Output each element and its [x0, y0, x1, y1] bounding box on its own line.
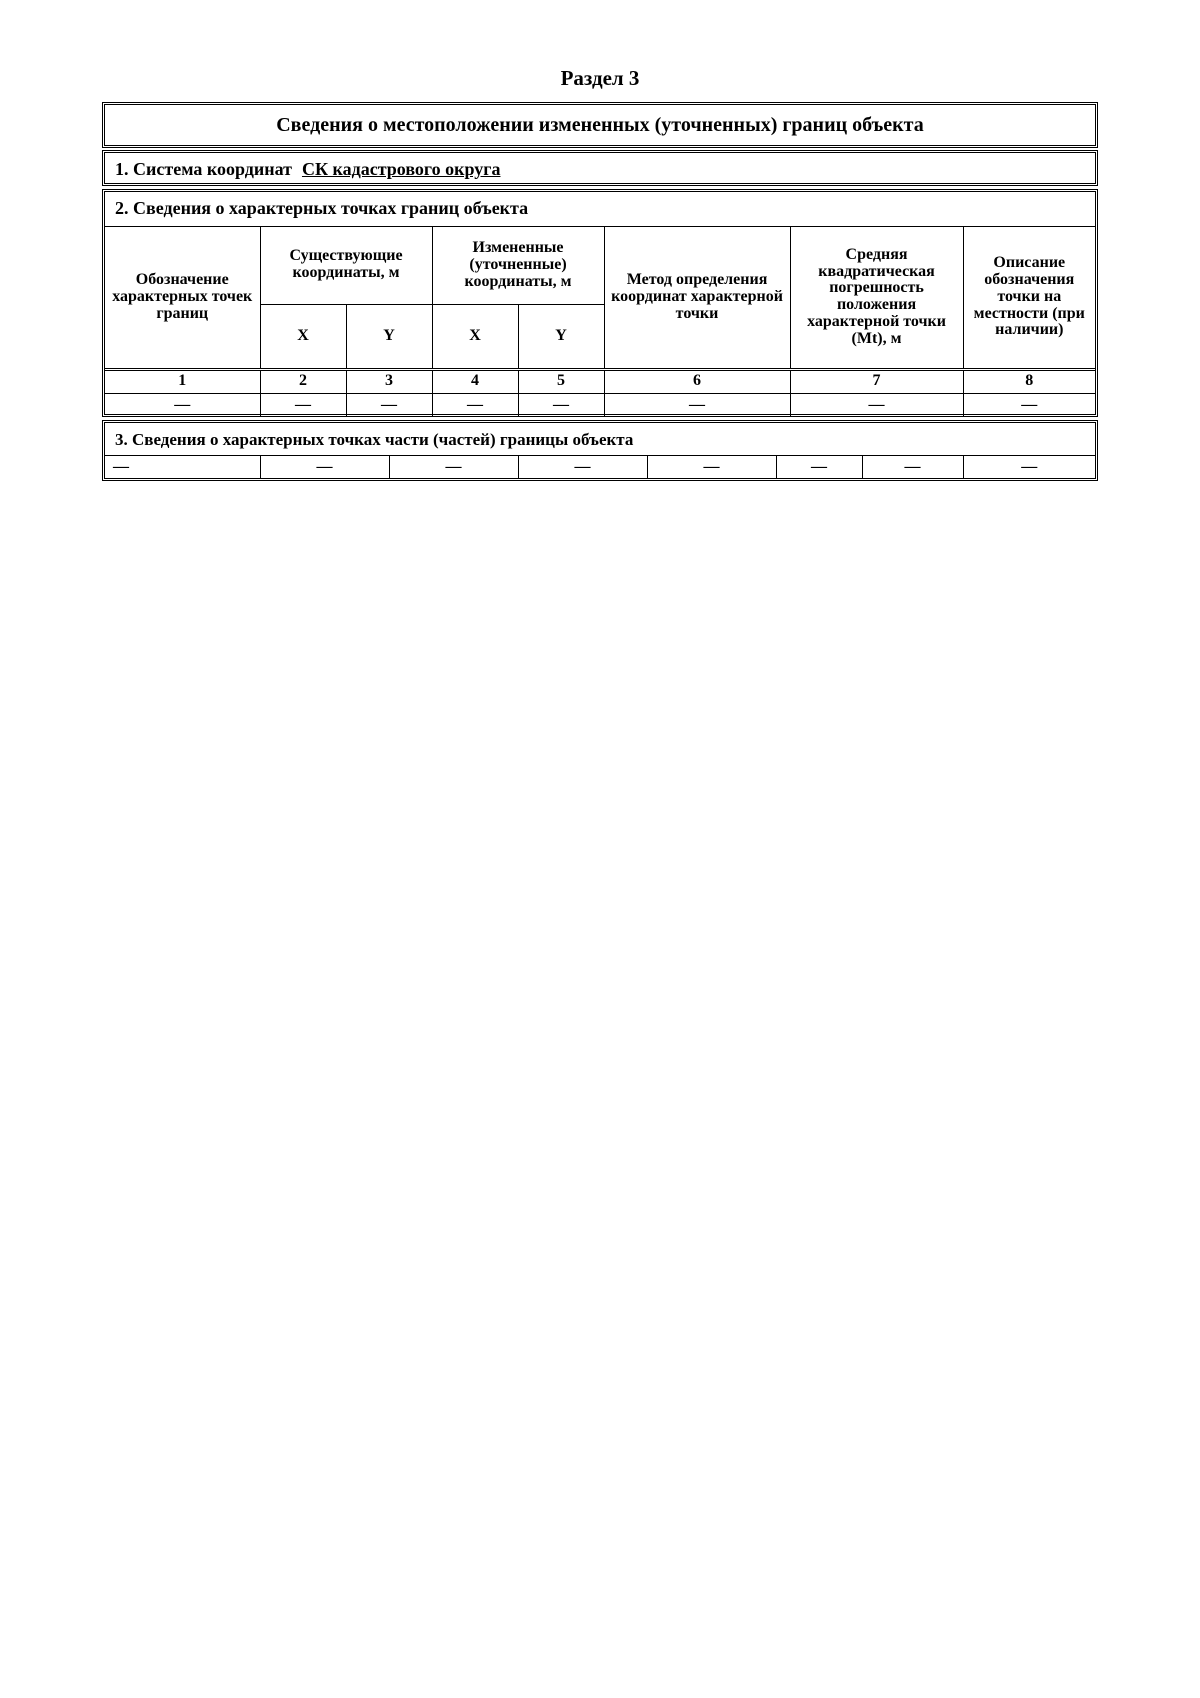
- table-cell: —: [260, 456, 389, 478]
- parts-section: [102, 420, 1098, 481]
- table-row: [105, 456, 1095, 478]
- table-cell: —: [105, 393, 260, 417]
- col-number: 3: [346, 369, 432, 393]
- col-number: 7: [790, 369, 963, 393]
- col-existing-x: X: [260, 304, 346, 369]
- parts-table: [105, 456, 1095, 478]
- points-section-title: 2. Сведения о характерных точках границ объекта: [105, 192, 1095, 227]
- table-cell: —: [260, 393, 346, 417]
- table-cell: —: [790, 393, 963, 417]
- table-cell: —: [432, 393, 518, 417]
- col-method-header: Метод определения координат характерной точки: [604, 227, 790, 369]
- coord-system-label: 1. Система координат: [115, 159, 292, 179]
- parts-section-title: 3. Сведения о характерных точках части (частей) границы объекта: [105, 423, 1095, 456]
- points-section: [102, 189, 1098, 417]
- header-title: Сведения о местоположении измененных (уточненных) границ объекта: [276, 114, 924, 136]
- coord-system-row: [105, 153, 1095, 178]
- header-frame: [102, 102, 1098, 148]
- table-cell: —: [518, 456, 647, 478]
- table-cell: —: [963, 456, 1095, 478]
- table-cell: —: [647, 456, 776, 478]
- table-cell: —: [862, 456, 963, 478]
- col-number: 8: [963, 369, 1095, 393]
- col-number: 4: [432, 369, 518, 393]
- table-cell: —: [346, 393, 432, 417]
- col-changed-y: Y: [518, 304, 604, 369]
- col-number: 1: [105, 369, 260, 393]
- col-description-header: Описание обозначения точки на местности (при наличии): [963, 227, 1095, 369]
- coord-system-value: СК кадастрового округа: [301, 159, 501, 179]
- col-changed-header: Измененные (уточненные) координаты, м: [432, 227, 604, 304]
- col-number: 2: [260, 369, 346, 393]
- col-designation-header: Обозначение характерных точек границ: [105, 227, 260, 369]
- page-title: Раздел 3: [560, 66, 640, 90]
- col-number: 6: [604, 369, 790, 393]
- table-cell: —: [776, 456, 862, 478]
- table-cell: —: [518, 393, 604, 417]
- table-row: [105, 393, 1095, 417]
- col-existing-y: Y: [346, 304, 432, 369]
- col-existing-header: Существующие координаты, м: [260, 227, 432, 304]
- col-error-header: Средняя квадратическая погрешность положения характерной точки (Mt), м: [790, 227, 963, 369]
- col-changed-x: X: [432, 304, 518, 369]
- points-table: [105, 227, 1095, 417]
- coord-system-frame: [102, 150, 1098, 186]
- col-number: 5: [518, 369, 604, 393]
- table-cell: —: [105, 456, 260, 478]
- table-cell: —: [604, 393, 790, 417]
- table-cell: —: [389, 456, 518, 478]
- table-cell: —: [963, 393, 1095, 417]
